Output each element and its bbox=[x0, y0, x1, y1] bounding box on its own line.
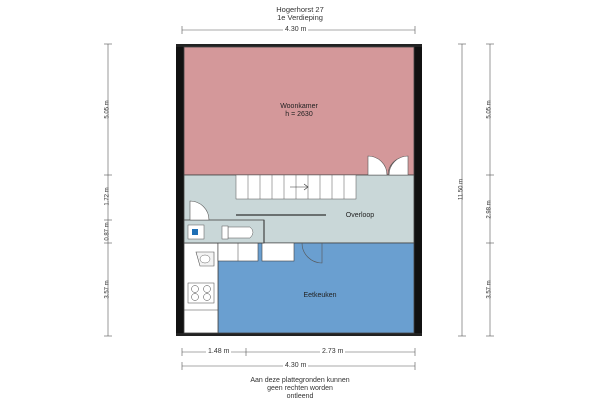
wall-left bbox=[176, 44, 184, 336]
dim-left-top: 5.05 m bbox=[104, 100, 111, 119]
overloop-label: Overloop bbox=[345, 212, 375, 219]
dim-right-top: 5.05 m bbox=[486, 100, 493, 119]
disclaimer-line-1: Aan deze plattegronden kunnen bbox=[250, 377, 350, 384]
woonkamer-height: h = 2630 bbox=[285, 111, 313, 118]
woonkamer-label bbox=[254, 103, 344, 119]
hob bbox=[188, 283, 214, 303]
dim-top-width: 4.30 m bbox=[285, 26, 307, 33]
wall-bottom bbox=[176, 333, 422, 336]
wall-right bbox=[414, 44, 422, 336]
dim-bottom-left: 1.48 m bbox=[208, 348, 230, 355]
plan-address: Hogerhorst 27 bbox=[276, 5, 324, 14]
counter-block bbox=[262, 243, 294, 261]
dim-left-small: 0.87 m bbox=[104, 222, 111, 241]
wall-top bbox=[176, 44, 422, 47]
dim-bottom-right: 2.73 m bbox=[322, 348, 344, 355]
eetkeuken-label: Eetkeuken bbox=[303, 292, 337, 299]
dim-left-bottom: 3.57 m bbox=[104, 280, 111, 299]
dim-right-bottom: 3.57 m bbox=[486, 280, 493, 299]
dim-bottom-total: 4.30 m bbox=[285, 362, 307, 369]
disclaimer-line-2: geen rechten worden bbox=[267, 385, 333, 392]
toilet bbox=[228, 227, 253, 238]
disclaimer-line-3: ontleend bbox=[286, 393, 314, 400]
dim-right-mid: 2.98 m bbox=[486, 200, 493, 219]
dim-right-total: 11.50 m bbox=[458, 178, 465, 201]
plan-floor-name: 1e Verdieping bbox=[277, 13, 323, 22]
dim-left-mid: 1.72 m bbox=[104, 187, 111, 206]
woonkamer-name: Woonkamer bbox=[280, 103, 318, 110]
